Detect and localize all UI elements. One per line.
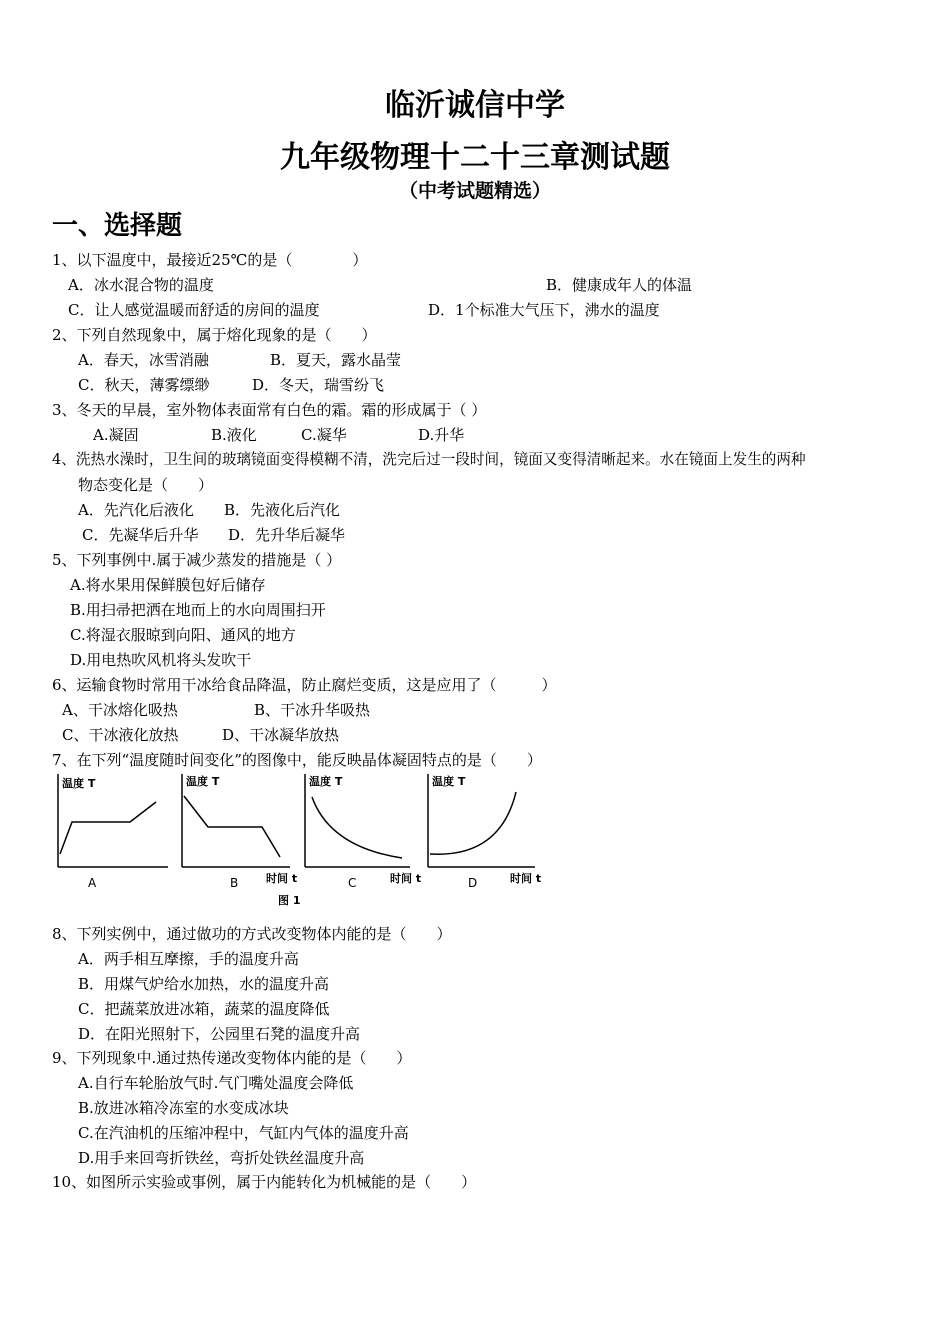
q5-option-d: D.用电热吹风机将头发吹干 — [70, 651, 252, 669]
q3-option-b: B.液化 — [211, 426, 257, 444]
q6-option-a: A、干冰熔化吸热 — [62, 701, 178, 719]
q1-option-c: C．让人感觉温暖而舒适的房间的温度 — [68, 301, 320, 319]
q8-option-b: B．用煤气炉给水加热，水的温度升高 — [78, 975, 330, 993]
graph-c-xlabel: 时间 t — [390, 872, 422, 885]
question-1: 1、以下温度中，最接近25℃的是（ ） — [52, 251, 368, 269]
q1-option-b: B．健康成年人的体温 — [546, 276, 693, 294]
q5-option-a: A.将水果用保鲜膜包好后储存 — [70, 576, 266, 594]
q4-option-b: B．先液化后汽化 — [224, 501, 341, 519]
q4-option-c: C．先凝华后升华 — [82, 526, 199, 544]
q2-option-b: B．夏天，露水晶莹 — [270, 351, 402, 369]
school-title: 临沂诚信中学 — [385, 88, 565, 123]
graph-b-label: B — [230, 876, 239, 890]
temperature-time-figure — [50, 772, 560, 912]
q6-option-d: D、干冰凝华放热 — [222, 726, 340, 744]
graph-b-ylabel: 温度 T — [186, 775, 220, 788]
q1-option-d: D．1个标准大气压下，沸水的温度 — [428, 301, 660, 319]
graph-b-xlabel: 时间 t — [266, 872, 298, 885]
question-4-cont: 物态变化是（ ） — [78, 476, 214, 494]
graph-a-ylabel: 温度 T — [62, 777, 96, 790]
q8-option-d: D．在阳光照射下，公园里石凳的温度升高 — [78, 1025, 361, 1043]
q9-option-d: D.用手来回弯折铁丝，弯折处铁丝温度升高 — [78, 1149, 365, 1167]
q4-option-a: A．先汽化后液化 — [78, 501, 194, 519]
q6-option-b: B、干冰升华吸热 — [254, 701, 371, 719]
question-9: 9、下列现象中.通过热传递改变物体内能的是（ ） — [52, 1049, 412, 1067]
q3-option-a: A.凝固 — [93, 426, 139, 444]
q5-option-b: B.用扫帚把洒在地而上的水向周围扫开 — [70, 601, 326, 619]
q2-option-d: D．冬天，瑞雪纷飞 — [252, 376, 385, 394]
exam-title: 九年级物理十二十三章测试题 — [280, 140, 670, 175]
q6-option-c: C、干冰液化放热 — [62, 726, 179, 744]
question-8: 8、下列实例中，通过做功的方式改变物体内能的是（ ） — [52, 925, 452, 943]
q2-option-a: A．春天，冰雪消融 — [78, 351, 209, 369]
question-7: 7、在下列“温度随时间变化”的图像中，能反映晶体凝固特点的是（ ） — [52, 751, 542, 769]
figure-caption: 图 1 — [278, 894, 301, 907]
q1-option-a: A．冰水混合物的温度 — [68, 276, 214, 294]
question-5: 5、下列事例中.属于减少蒸发的措施是（ ） — [52, 551, 342, 569]
q8-option-a: A．两手相互摩擦，手的温度升高 — [78, 950, 299, 968]
question-2: 2、下列自然现象中，属于熔化现象的是（ ） — [52, 326, 377, 344]
section-heading: 一、选择题 — [52, 211, 183, 241]
question-4: 4、洗热水澡时，卫生间的玻璃镜面变得模糊不清，洗完后过一段时间，镜面又变得清晰起来。水在镜面上发生的两种 — [52, 451, 806, 468]
q8-option-c: C．把蔬菜放进冰箱，蔬菜的温度降低 — [78, 1000, 330, 1018]
q3-option-c: C.凝华 — [301, 426, 347, 444]
graph-a-label: A — [88, 876, 97, 890]
graph-d-label: D — [468, 876, 478, 890]
q9-option-a: A.自行车轮胎放气时.气门嘴处温度会降低 — [78, 1074, 354, 1092]
graph-d-ylabel: 温度 T — [432, 775, 466, 788]
q3-option-d: D.升华 — [418, 426, 465, 444]
exam-subtitle: （中考试题精选） — [398, 180, 551, 202]
question-6: 6、运输食物时常用干冰给食品降温，防止腐烂变质，这是应用了（ ） — [52, 676, 557, 694]
q4-option-d: D．先升华后凝华 — [228, 526, 346, 544]
graph-c-label: C — [348, 876, 357, 890]
question-3: 3、冬天的早晨，室外物体表面常有白色的霜。霜的形成属于（ ） — [52, 401, 487, 419]
question-10: 10、如图所示实验或事例，属于内能转化为机械能的是（ ） — [52, 1173, 477, 1191]
q9-option-c: C.在汽油机的压缩冲程中，气缸内气体的温度升高 — [78, 1124, 409, 1142]
graph-c-ylabel: 温度 T — [309, 775, 343, 788]
graph-d-xlabel: 时间 t — [510, 872, 542, 885]
q5-option-c: C.将湿衣服晾到向阳、通风的地方 — [70, 626, 296, 644]
q9-option-b: B.放进冰箱冷冻室的水变成冰块 — [78, 1099, 289, 1117]
q2-option-c: C．秋天，薄雾缥缈 — [78, 376, 210, 394]
